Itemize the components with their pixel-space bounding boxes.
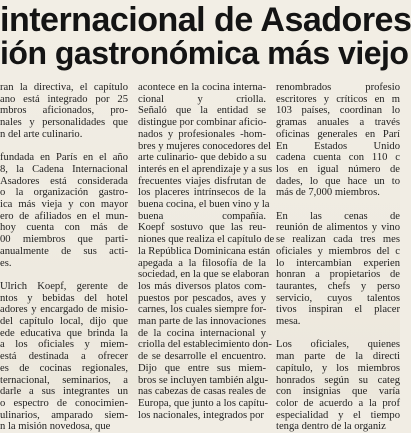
- text-line: anualmente de sus acti-: [0, 245, 128, 257]
- text-line: 00 miembros que parti-: [0, 234, 128, 246]
- text-line: gramas anuales a través: [276, 117, 400, 129]
- text-line: acontece en la cocina interna-: [138, 82, 266, 93]
- text-line: ede educativa que brinda la: [0, 327, 128, 339]
- text-line: la República Dominicana están: [138, 245, 271, 257]
- text-line: puestos por pescados, aves y: [138, 292, 266, 304]
- text-line: los nacionales, integrados por: [138, 409, 264, 421]
- text-line: criolla del establecimiento don-: [138, 339, 272, 351]
- text-line: o espectro de conocimien-: [0, 397, 128, 409]
- text-line: tenga dentro de la organiz: [276, 421, 386, 433]
- text-line: de se desarrolle el encuentro.: [138, 351, 266, 363]
- text-line: servicio, cuyos talentos: [276, 292, 400, 304]
- text-line: reunión de alimentos y vino: [276, 222, 400, 234]
- text-line: buena cocina, el buen vino y la: [138, 199, 270, 211]
- text-line: sociedad, en la que se elaboran: [138, 269, 270, 281]
- text-line: distingue por combinar aficio-: [138, 117, 267, 129]
- text-line: bros se incluyen también algu-: [138, 374, 269, 386]
- text-line: nados y profesionales -hom-: [138, 128, 266, 140]
- text-line: ternacional, seminarios, a: [0, 374, 128, 386]
- text-line: ran la directiva, el capítulo: [0, 82, 128, 93]
- text-line: apegada a la filosofía de la: [138, 257, 266, 269]
- text-line: En las cenas de: [276, 210, 400, 222]
- text-line: mbros aficionados, pro-: [0, 105, 128, 117]
- text-line: o la organización gastro-: [0, 187, 128, 199]
- text-line: honran a propietarios de: [276, 269, 400, 281]
- text-line: interés en el aprendizaje y a sus: [138, 163, 273, 175]
- text-line: se realizan cada tres mes: [276, 234, 400, 246]
- text-line: taurantes, chefs y perso: [276, 280, 400, 292]
- article-column-3: [276, 82, 400, 433]
- text-line: n la misión novedosa, que: [0, 421, 111, 433]
- headline-line-1: internacional de Asadores: [0, 1, 411, 39]
- text-line: ano está integrado por 25: [0, 93, 128, 105]
- text-line: Koepf sostuvo que las reu-: [138, 222, 266, 234]
- text-line: escritores y críticos en m: [276, 93, 400, 105]
- text-line: lo intercambian experien: [276, 257, 400, 269]
- paragraph-gap: [0, 269, 128, 281]
- text-line: man parte de la directi: [276, 351, 400, 363]
- text-line: con insignias que varía: [276, 386, 400, 398]
- text-line: mesa.: [276, 316, 301, 328]
- text-line: a los oficiales y miem-: [0, 339, 128, 351]
- text-line: está destinada a ofrecer: [0, 351, 128, 363]
- text-line: niones que realiza el capítulo de: [138, 234, 275, 246]
- text-line: En Estados Unido: [276, 140, 400, 152]
- text-line: oficinas generales en Parí: [276, 128, 400, 140]
- text-line: bres y mujeres conocedores del: [138, 140, 271, 152]
- headline-line-2: ión gastronómica más viejo: [0, 35, 409, 71]
- text-line: capítulo, y los miembros: [276, 362, 400, 374]
- text-line: especialidad y el tiempo: [276, 409, 400, 421]
- text-line: ero de afiliados en el mun-: [0, 210, 128, 222]
- text-line: oficiales y miembros del c: [276, 245, 400, 257]
- text-line: es.: [0, 257, 12, 269]
- text-line: arte culinario- que debido a su: [138, 152, 267, 164]
- text-line: adores y encargado de misio-: [0, 304, 128, 316]
- text-line: ulinarios, amparado siem-: [0, 409, 128, 421]
- text-line: Señaló que la entidad se: [138, 105, 266, 117]
- text-line: más de 7,000 miembros.: [276, 187, 380, 199]
- text-line: los en igual número de: [276, 163, 400, 175]
- text-line: renombrados profesio: [276, 82, 400, 93]
- text-line: tivos inspiran el placer: [276, 304, 400, 316]
- text-line: nas cabezas de casas reales de: [138, 386, 266, 398]
- text-line: darle a sus integrantes un: [0, 386, 128, 398]
- text-line: cadena cuenta con 110 c: [276, 152, 400, 164]
- text-line: Ulrich Koepf, gerente de: [0, 280, 128, 292]
- paragraph-gap: [0, 141, 128, 153]
- text-line: fundada en París en el año: [0, 152, 128, 164]
- text-line: ntos y bebidas del hotel: [0, 292, 128, 304]
- text-line: cional y criolla.: [138, 93, 266, 105]
- text-line: 8, la Cadena Internacional: [0, 163, 128, 175]
- text-line: honrados según su categ: [276, 374, 400, 386]
- text-line: del capítulo local, dijo que: [0, 316, 128, 328]
- text-line: color de acuerdo a la prof: [276, 397, 400, 409]
- paragraph-gap: [276, 328, 400, 340]
- text-line: ica más vieja y con mayor: [0, 199, 128, 211]
- article-column-1: [0, 82, 128, 433]
- text-line: Asadores está considerada: [0, 175, 128, 187]
- text-line: dades, lo que hace un to: [276, 175, 400, 187]
- paragraph-gap: [276, 199, 400, 211]
- text-line: n del arte culinario.: [0, 128, 83, 140]
- text-line: Dijo que entre sus miem-: [138, 362, 266, 374]
- text-line: es de cocinas regionales,: [0, 362, 128, 374]
- text-line: los placeres intrínsecos de la: [138, 187, 266, 199]
- text-line: Europa, que junto a los capítu-: [138, 397, 269, 409]
- text-line: de la cocina internacional y: [138, 327, 266, 339]
- text-line: Los oficiales, quienes: [276, 339, 400, 351]
- article-column-2: [138, 82, 275, 421]
- text-line: nales y personalidades que: [0, 117, 128, 129]
- text-line: buena compañía.: [138, 210, 266, 222]
- text-line: hoy cuenta con más de: [0, 222, 128, 234]
- text-line: carnes, los cuales siempre for-: [138, 304, 267, 316]
- text-line: man parte de las innovaciones: [138, 316, 266, 328]
- text-line: frecuentes viajes disfrutan de: [138, 175, 266, 187]
- text-line: 103 países, coordinan lo: [276, 105, 400, 117]
- text-line: los más diversos platos com-: [138, 280, 266, 292]
